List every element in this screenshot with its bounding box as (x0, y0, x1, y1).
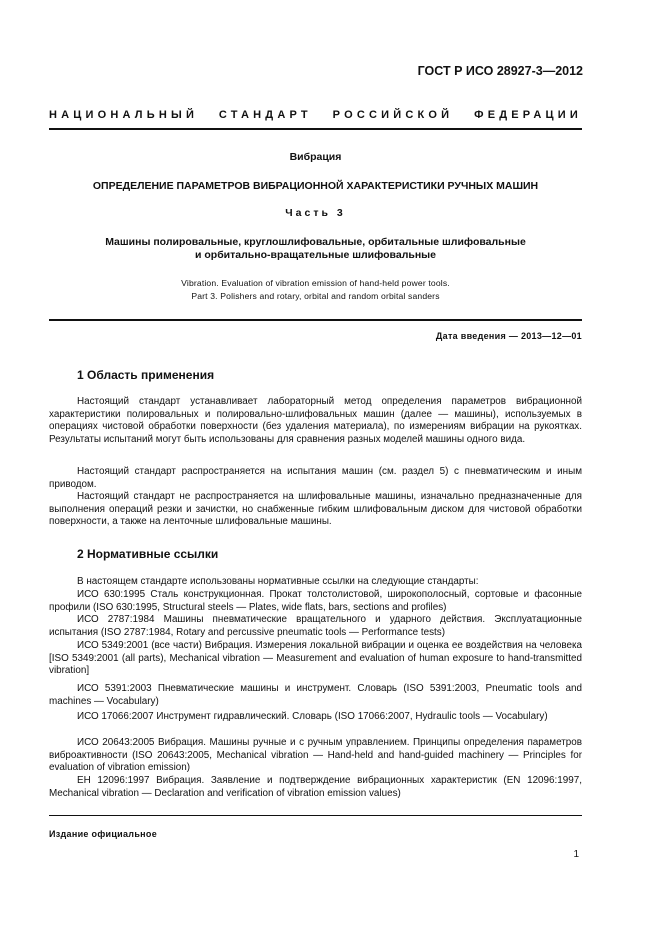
banner-word: НАЦИОНАЛЬНЫЙ (49, 109, 199, 121)
reference-item: ИСО 2787:1984 Машины пневматические вращательного и ударного действия. Эксплуатационные испытания (ISO 2787:1984, Rotary and percussive pneumatic tools — Performance tests) (49, 614, 582, 638)
document-code: ГОСТ Р ИСО 28927-3—2012 (417, 64, 583, 78)
reference-item: ИСО 630:1995 Сталь конструкционная. Прокат толстолистовой, широкополосный, сортовые и фасонные профили (ISO 630:1995, Structural steels — Plates, wide flats, bars, sections and profiles) (49, 589, 582, 613)
banner-word: СТАНДАРТ (218, 109, 312, 121)
section-1-paragraph: Настоящий стандарт не распространяется на шлифовальные машины, изначально предназначенные для выполнения операций резки и зачистки, но снабженные гибким шлифовальным диском для чистовой обработки поверхности, а также на ленточные шлифовальные машины. (49, 491, 582, 528)
section-2-heading: 2 Нормативные ссылки (77, 547, 219, 561)
reference-item: ИСО 20643:2005 Вибрация. Машины ручные и с ручным управлением. Принципы определения параметров виброактивности (ISO 20643:2005, Mechanical vibration — Hand-held and hand-guided machinery — Principles for evaluation of vibration emission) (49, 737, 582, 774)
banner-word: РОССИЙСКОЙ (332, 109, 454, 121)
part-title: Часть 3 (285, 207, 346, 219)
section-1-paragraph: Настоящий стандарт устанавливает лабораторный метод определения параметров вибрационной характеристики полировальных и полировально-шлифовальных машин (далее — машины), используемых в операциях чистовой обработки поверхности (без удаления материала), по измерениям вибрации на рукоятках. Результаты испытаний могут быть использованы для сравнения разных моделей машины одного вида. (49, 396, 582, 446)
section-2-intro: В настоящем стандарте использованы нормативные ссылки на следующие стандарты: (77, 576, 479, 587)
reference-item: ИСО 5391:2003 Пневматические машины и инструмент. Словарь (ISO 5391:2003, Pneumatic tools and machines — Vocabulary) (49, 683, 582, 707)
section-1-paragraph: Настоящий стандарт распространяется на испытания машин (см. раздел 5) с пневматическим и иным приводом. (49, 466, 582, 490)
main-title: ОПРЕДЕЛЕНИЕ ПАРАМЕТРОВ ВИБРАЦИОННОЙ ХАРАКТЕРИСТИКИ РУЧНЫХ МАШИН (92, 180, 539, 192)
english-title-line-2: Part 3. Polishers and rotary, orbital and random orbital sanders (191, 291, 440, 301)
national-standard-banner (49, 109, 582, 121)
reference-item: ЕН 12096:1997 Вибрация. Заявление и подтверждение вибрационных характеристик (EN 12096:1997, Mechanical vibration — Declaration and verification of vibration emission values) (49, 775, 582, 799)
intro-date: Дата введения — 2013—12—01 (435, 331, 582, 341)
topic-title: Вибрация (289, 151, 342, 163)
edition-note: Издание официальное (49, 829, 158, 839)
reference-item: ИСО 5349:2001 (все части) Вибрация. Измерения локальной вибрации и оценка ее воздействия на человека [ISO 5349:2001 (all parts), Mechanical vibration — Measurement and evaluation of human exposure to hand-transmitted vibration] (49, 640, 582, 677)
english-title-line-1: Vibration. Evaluation of vibration emission of hand-held power tools. (181, 278, 450, 288)
page-number: 1 (573, 849, 579, 860)
reference-item: ИСО 17066:2007 Инструмент гидравлический. Словарь (ISO 17066:2007, Hydraulic tools — Vocabulary) (77, 711, 548, 722)
subtitle-line-1: Машины полировальные, круглошлифовальные, орбитальные шлифовальные (105, 236, 526, 248)
title-divider (49, 319, 582, 321)
header-divider (49, 128, 582, 130)
section-1-heading: 1 Область применения (77, 368, 215, 382)
subtitle-line-2: и орбитально-вращательные шлифовальные (195, 249, 436, 261)
banner-word: ФЕДЕРАЦИИ (474, 109, 582, 121)
footer-divider (49, 815, 582, 816)
